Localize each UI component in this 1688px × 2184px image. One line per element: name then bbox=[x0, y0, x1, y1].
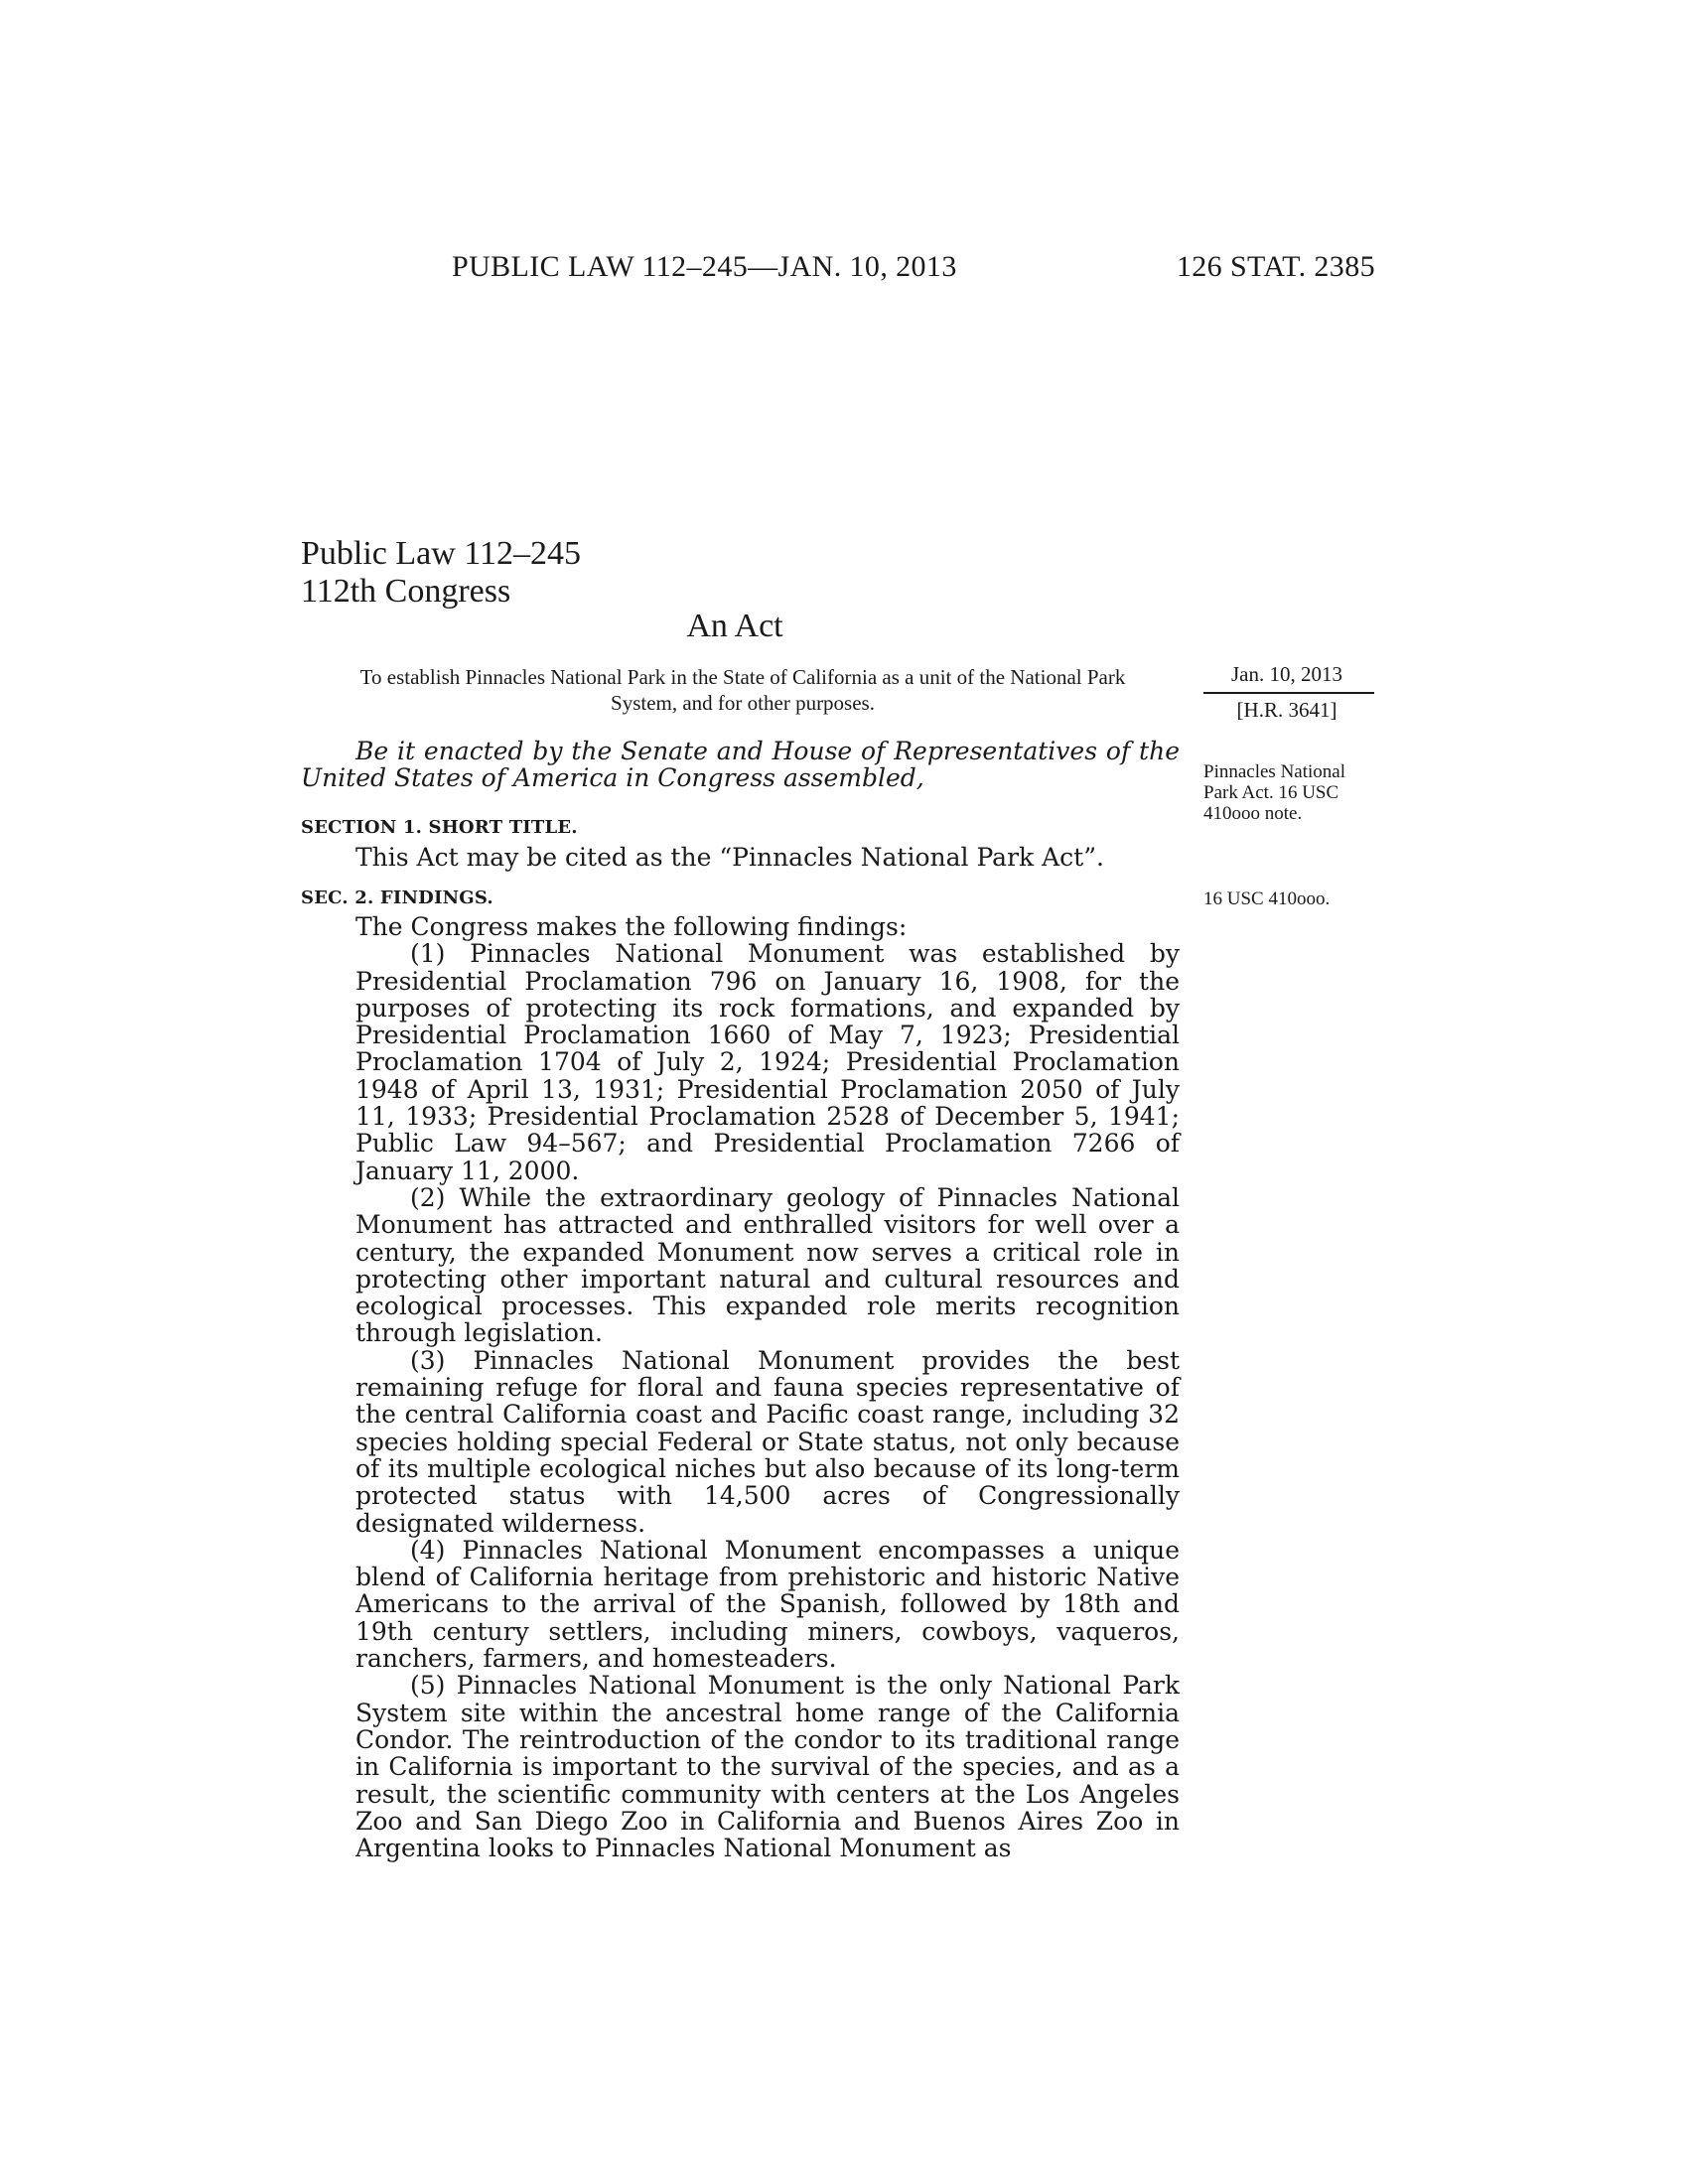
finding-paragraph: (3) Pinnacles National Monument provides the best remaining refuge for floral and fauna species representative of the central California coast and Pacific coast range, including 32 species holding special Federal or State status, not only because of its multiple ecological niches but also because of its long-term protected status with 14,500 acres of Congressionally designated wilderness. bbox=[355, 1345, 1180, 1538]
findings-body bbox=[355, 913, 1180, 1861]
section-2-heading: SEC. 2. FINDINGS. bbox=[301, 887, 493, 908]
section-1-text: This Act may be cited as the “Pinnacles National Park Act”. bbox=[355, 843, 1104, 872]
finding-paragraph: (4) Pinnacles National Monument encompasses a unique blend of California heritage from prehistoric and historic Native Americans to the arrival of the Spanish, followed by 18th and 19th century settlers, including miners, cowboys, vaqueros, ranchers, farmers, and homesteaders. bbox=[355, 1535, 1180, 1674]
running-head-law-date: PUBLIC LAW 112–245—JAN. 10, 2013 bbox=[452, 250, 957, 283]
margin-note-short-title: Pinnacles National Park Act. 16 USC 410ooo note. bbox=[1203, 761, 1345, 824]
margin-note-findings: 16 USC 410ooo. bbox=[1203, 888, 1331, 909]
margin-bill-number: [H.R. 3641] bbox=[1236, 698, 1337, 722]
margin-divider bbox=[1203, 692, 1374, 694]
congress-number: 112th Congress bbox=[301, 573, 511, 610]
section-1-heading: SECTION 1. SHORT TITLE. bbox=[301, 817, 578, 838]
margin-enactment-date: Jan. 10, 2013 bbox=[1231, 662, 1342, 686]
finding-paragraph: (5) Pinnacles National Monument is the only National Park System site within the ancestral home range of the California Condor. The reintroduction of the condor to its traditional range in California is important to the survival of the species, and as a result, the scientific community with centers at the Los Angeles Zoo and San Diego Zoo in California and Buenos Aires Zoo in Argentina looks to Pinnacles National Monument as bbox=[355, 1671, 1180, 1863]
findings-intro: The Congress makes the following findings: bbox=[355, 912, 908, 941]
public-law-number: Public Law 112–245 bbox=[301, 535, 582, 572]
finding-paragraph: (2) While the extraordinary geology of Pinnacles National Monument has attracted and enthralled visitors for well over a century, the expanded Monument now serves a critical role in protecting other important natural and cultural resources and ecological processes. This expanded role merits recognition through legislation. bbox=[355, 1182, 1180, 1348]
act-heading: An Act bbox=[686, 608, 783, 644]
enacting-clause: Be it enacted by the Senate and House of Representatives of the United States of America in Congress assembled, bbox=[301, 737, 1180, 792]
finding-paragraph: (1) Pinnacles National Monument was established by Presidential Proclamation 796 on January 16, 1908, for the purposes of protecting its rock formations, and expanded by Presidential Proclamation 1660 of May 7, 1923; Presidential Proclamation 1704 of July 2, 1924; Presidential Proclamation 1948 of April 13, 1931; Presidential Proclamation 2050 of July 11, 1933; Presidential Proclamation 2528 of December 5, 1941; Public Law 94–567; and Presidential Proclamation 7266 of January 11, 2000. bbox=[355, 939, 1180, 1185]
law-identification bbox=[301, 535, 581, 611]
act-purpose: To establish Pinnacles National Park in the State of California as a unit of the National Park System, and for other purposes. bbox=[359, 665, 1126, 715]
running-head-statute-page: 126 STAT. 2385 bbox=[1176, 250, 1375, 283]
